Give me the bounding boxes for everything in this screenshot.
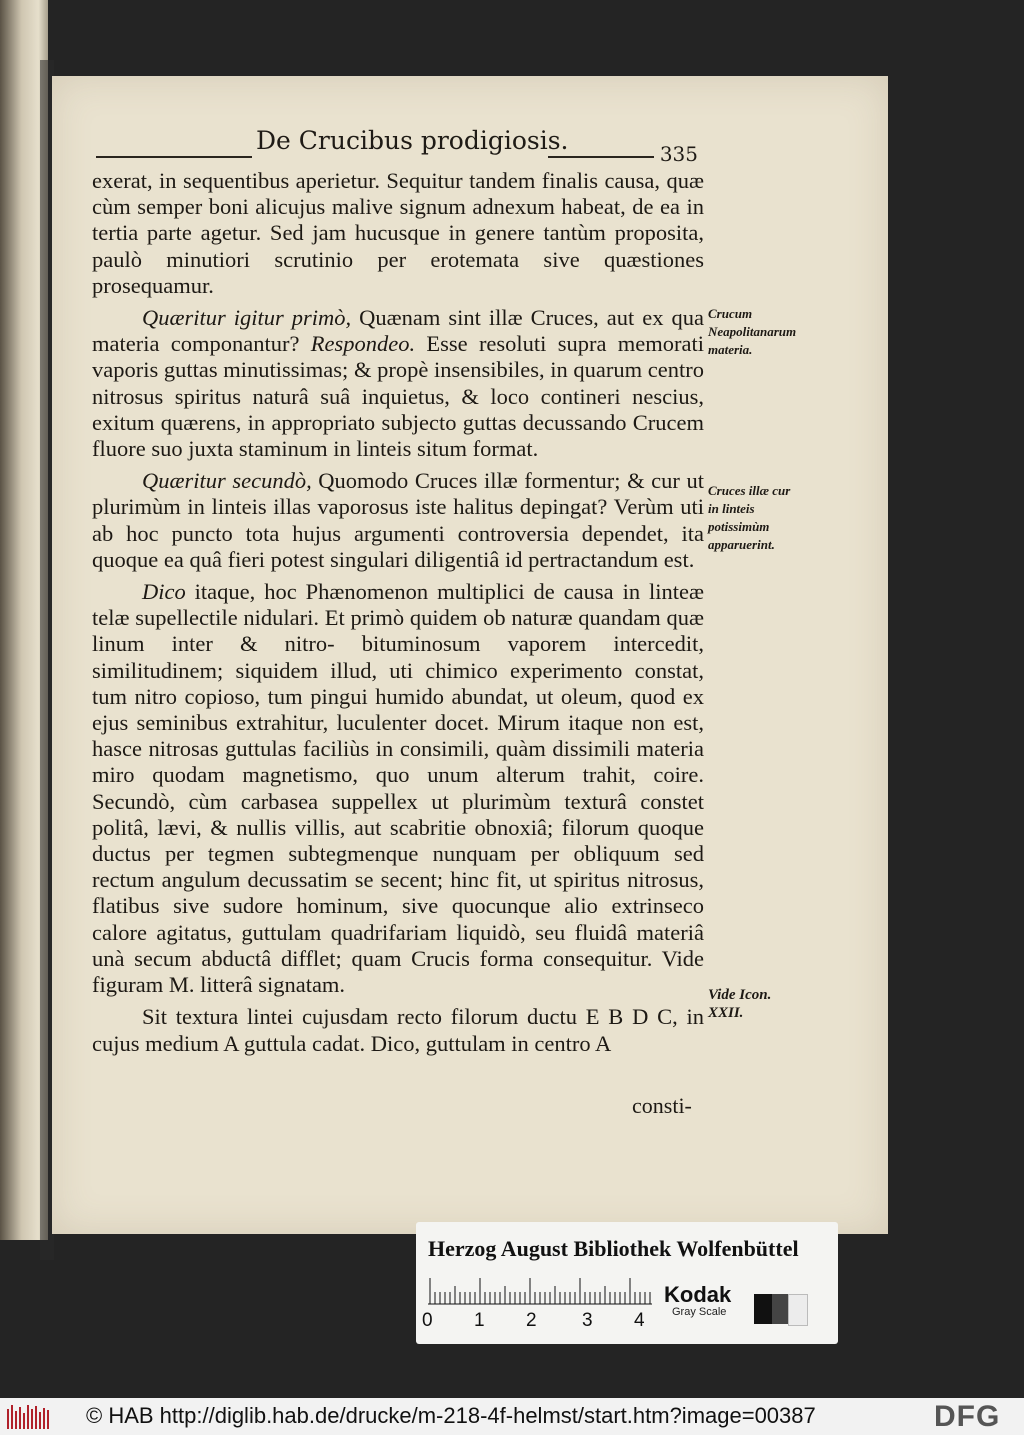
question-lead-1: Quæritur igitur primò, — [142, 305, 352, 331]
ruler-numbers — [422, 1310, 662, 1336]
gray-swatch-light — [788, 1294, 808, 1326]
footer-bar — [0, 1398, 1024, 1435]
ruler-number: 2 — [526, 1310, 537, 1331]
paragraph-2-text-b: Esse resoluti supra memorati vaporis guttas minutissimas; & propè insensibiles, in quarum centro nitrosus spiritus naturâ suâ inquietus, & loco contineri nescius, exitum quærens, in appropriato subjecto guttas decussando Crucem fluore suo juxta staminum in linteis situm format. — [92, 331, 704, 462]
header-rule-left — [96, 156, 252, 158]
source-link[interactable]: © HAB http://diglib.hab.de/drucke/m-218-4f-helmst/start.htm?image=00387 — [86, 1403, 816, 1428]
library-name: Herzog August Bibliothek Wolfenbüttel — [428, 1236, 799, 1261]
margin-note-vide-icon: Vide Icon. XXII. — [708, 987, 772, 1021]
paragraph-2 — [92, 305, 704, 462]
margin-note-linteis: Cruces illæ cur in linteis potissimùm apparuerint. — [708, 483, 791, 552]
ruler-number: 3 — [582, 1310, 593, 1331]
kodak-logo: Kodak — [664, 1282, 732, 1307]
ruler-number: 0 — [422, 1310, 433, 1331]
running-head: De Crucibus prodigiosis. — [256, 126, 569, 155]
library-color-card — [416, 1222, 838, 1344]
page-header — [96, 126, 706, 166]
paragraph-1: exerat, in sequentibus aperietur. Sequitur tandem finalis causa, quæ cùm semper boni alicujus malive signum adnexum habeat, de ea in tertia parte agetur. Sed jam hucusque in genere tantùm proposita, paulò minutiori scrutinio per erotemata sive quæstiones prosequamur. — [92, 168, 704, 298]
margin-note-materia: Crucum Neapolitanarum materia. — [708, 306, 797, 357]
header-rule-right — [548, 156, 654, 158]
hab-logo-icon — [6, 1403, 50, 1431]
dfg-logo: DFG — [934, 1400, 1001, 1433]
ruler-number: 1 — [474, 1310, 485, 1331]
ruler-number: 4 — [634, 1310, 645, 1331]
gray-swatch-mid — [772, 1294, 788, 1324]
paragraph-2-text-a: Quænam sint illæ Cruces, aut ex qua materia componantur? — [92, 305, 704, 357]
gray-swatch-dark — [754, 1294, 772, 1324]
paragraph-3 — [92, 468, 704, 573]
paragraph-4 — [92, 579, 704, 998]
main-text — [92, 168, 704, 1063]
scale-ruler — [426, 1274, 656, 1306]
catchword: consti- — [632, 1093, 692, 1118]
paragraph-3-text: Quomodo Cruces illæ formentur; & cur ut plurimùm in linteis illas vaporosus iste halitus depingat? Verùm uti ab hoc puncto tota hujus argumenti controversia dependet, ita quoque ea quâ fieri potest singulari diligentiâ id pertractandum est. — [92, 468, 704, 572]
gray-scale-label: Gray Scale — [672, 1306, 727, 1318]
page-number: 335 — [659, 142, 698, 166]
question-lead-2: Quæritur secundò, — [142, 468, 312, 494]
dico-lead: Dico — [142, 579, 186, 605]
respondeo-label: Respondeo. — [310, 331, 416, 357]
paragraph-4-text: itaque, hoc Phænomenon multiplici de causa in linteæ telæ supellectile nidulari. Et primò quidem ob naturæ quandam quæ linum inter & nitro- bituminosum vaporem intercedit, similitudinem; siquidem illud, uti chimico experimento constat, tum nitro copioso, tum pingui humido abundat, ut oleum, quod ex ejus seminibus extrahitur, luculenter docet. Mirum itaque non est, hasce nitrosas guttulas faciliùs in consimili, quàm dissimili materia miro quodam magnetismo, quo unum alterum trahit, coire. Secundò, cùm carbasea suppellex ut plurimùm texturâ constet politâ, lævi, & nullis villis, aut scabritie obnoxiâ; filorum quoque ductus per tegmen subtegmenque nunquam per obliquum sed rectum angulum decussatim se secent; hinc fit, ut spiritus nitrosus, flatibus sive sudore hominum, sive quocunque alio extrinseco calore agitatus, guttulam quadrifariam liquidò, seu fluidâ materiâ unà secum abductâ difflet; quam Crucis forma consequitur. Vide figuram M. litterâ signatam. — [92, 579, 704, 998]
paragraph-5: Sit textura lintei cujusdam recto filorum ductu E B D C, in cujus medium A guttula cadat. Dico, guttulam in centro A — [92, 1004, 704, 1056]
